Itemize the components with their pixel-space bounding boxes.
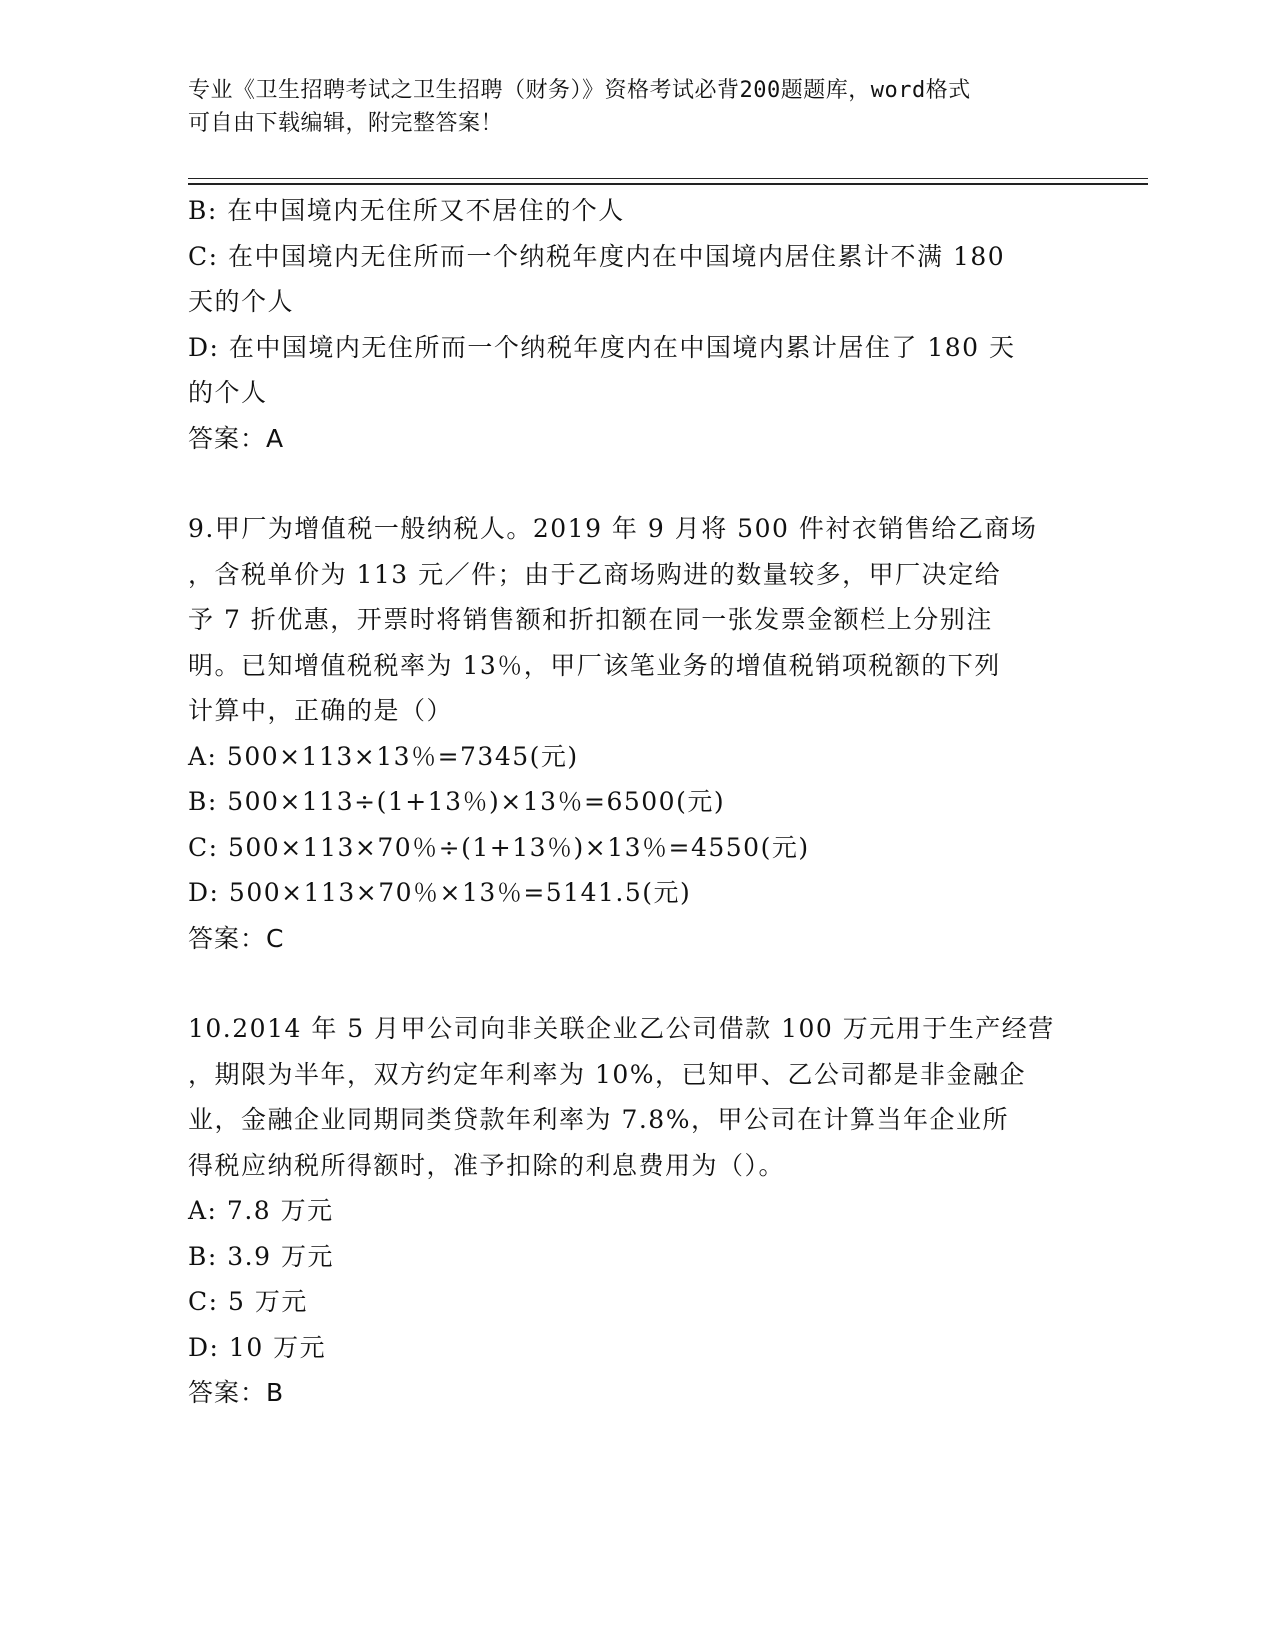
spacer [188,961,1068,1006]
q8-answer: 答案：A [188,423,285,453]
question-8-block [188,188,1068,461]
document-body [188,188,1068,1416]
q10-option-b: B: 3.9 万元 [188,1241,334,1271]
q10-option-a: A: 7.8 万元 [188,1196,334,1225]
q8-option-c-line-1: C: 在中国境内无住所而一个纳税年度内在中国境内居住累计不满 180 [188,241,1006,271]
q8-option-d-line-1: D: 在中国境内无住所而一个纳税年度内在中国境内累计居住了 180 天 [188,332,1016,362]
q9-stem-line-5: 计算中，正确的是（） [188,696,454,725]
q10-stem-line-1: 10.2014 年 5 月甲公司向非关联企业乙公司借款 100 万元用于生产经营 [188,1014,1055,1043]
document-header [188,74,1088,140]
q8-option-d-line-2: 的个人 [188,378,268,407]
q9-option-a: A: 500×113×13％=7345(元) [188,741,579,771]
spacer [188,461,1068,506]
header-divider-thick [188,183,1148,185]
q9-stem-line-3: 予 7 折优惠，开票时将销售额和折扣额在同一张发票金额栏上分别注 [188,605,993,634]
q9-answer: 答案：C [188,923,285,953]
q8-option-b: B: 在中国境内无住所又不居住的个人 [188,196,625,225]
q10-answer: 答案：B [188,1378,285,1407]
q9-option-c: C: 500×113×70％÷(1+13％)×13％=4550(元) [188,832,810,862]
header-title-line-1: 专业《卫生招聘考试之卫生招聘（财务）》资格考试必背200题题库，word格式 [188,78,971,103]
q9-stem-line-2: ，含税单价为 113 元／件；由于乙商场购进的数量较多，甲厂决定给 [188,559,1002,589]
header-title-line-2: 可自由下载编辑，附完整答案！ [188,111,504,136]
q9-stem-line-4: 明。已知增值税税率为 13％，甲厂该笔业务的增值税销项税额的下列 [188,650,1001,680]
q10-stem-line-2: ，期限为半年，双方约定年利率为 10%，已知甲、乙公司都是非金融企 [188,1059,1027,1089]
q10-stem-line-3: 业，金融企业同期同类贷款年利率为 7.8%，甲公司在计算当年企业所 [188,1105,1009,1134]
q9-stem-line-1: 9.甲厂为增值税一般纳税人。2019 年 9 月将 500 件衬衣销售给乙商场 [188,514,1038,543]
q8-option-c-line-2: 天的个人 [188,287,295,316]
question-9-block [188,506,1068,961]
header-divider-thin [188,178,1148,179]
q9-option-b: B: 500×113÷(1+13％)×13％=6500(元) [188,787,726,816]
question-10-block [188,1006,1068,1416]
q10-option-c: C: 5 万元 [188,1287,308,1316]
q10-option-d: D: 10 万元 [188,1332,327,1362]
q9-option-d: D: 500×113×70％×13％=5141.5(元) [188,878,692,907]
q10-stem-line-4: 得税应纳税所得额时，准予扣除的利息费用为（）。 [188,1150,786,1180]
